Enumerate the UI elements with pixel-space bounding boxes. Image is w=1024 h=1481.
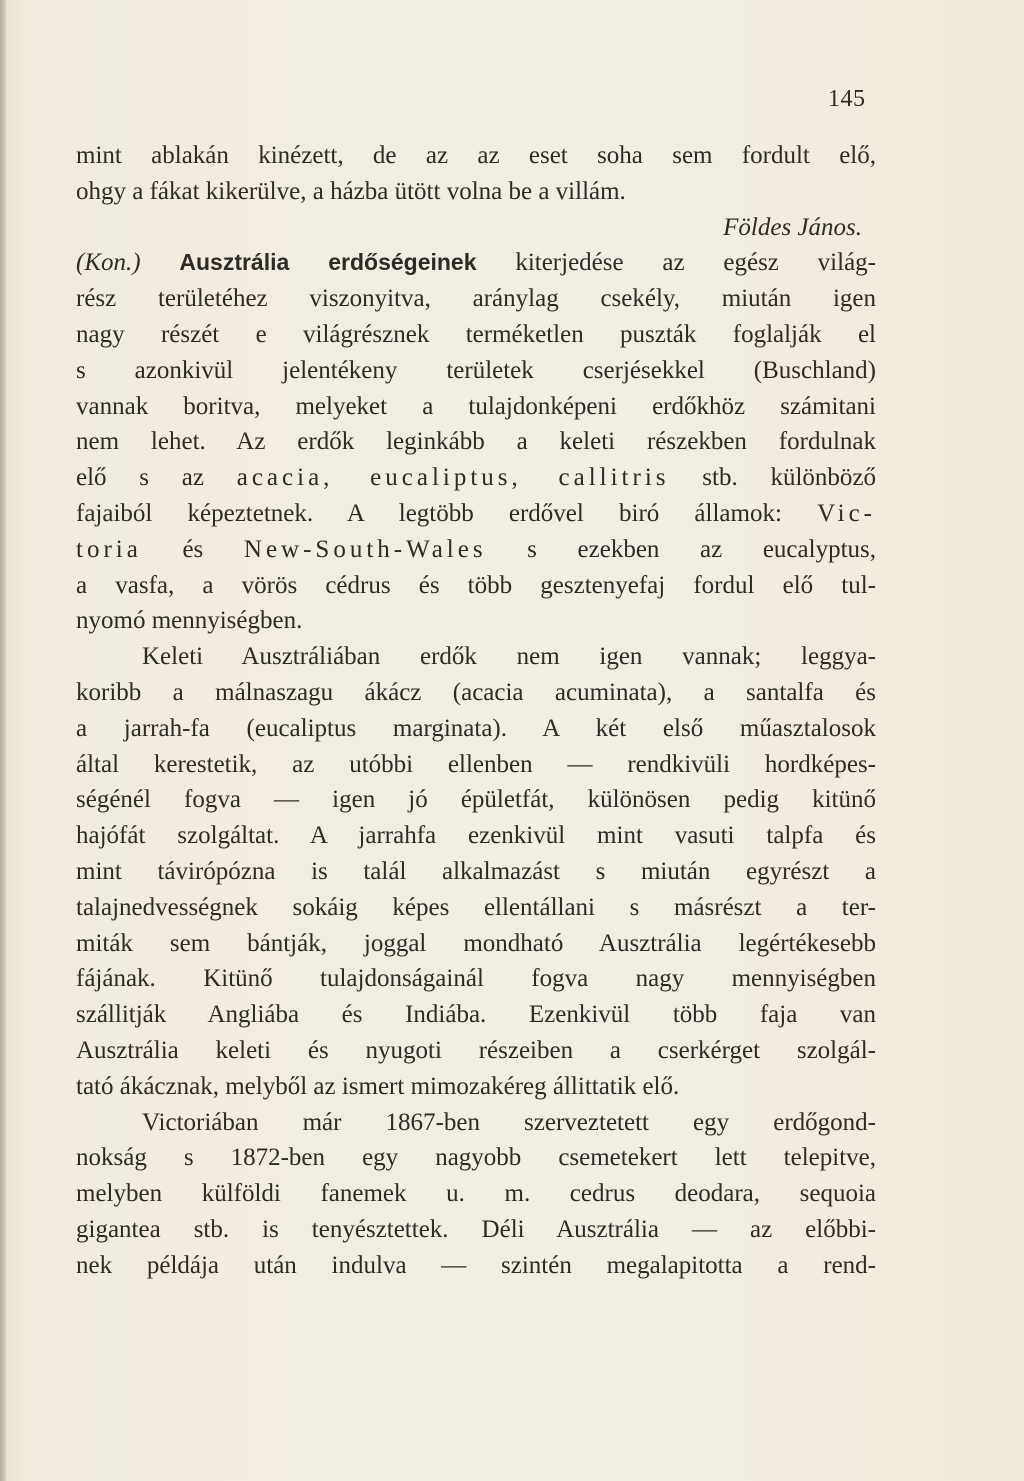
text-fragment: kiterjedése az egész világ- xyxy=(476,249,876,277)
text-line: ohgy a fákat kikerülve, a házba ütött volna be a villám. xyxy=(76,177,626,205)
text-line: nem lehet. Az erdők leginkább a keleti részekben fordulnak xyxy=(76,428,876,456)
text-line: talajnedvességnek sokáig képes ellentállani s másrészt a ter- xyxy=(76,893,876,921)
text-line: tató ákácznak, melyből az ismert mimozakéreg állittatik elő. xyxy=(76,1072,680,1100)
text-line: nyomó mennyiségben. xyxy=(76,607,303,635)
text-line: által kerestetik, az utóbbi ellenben — rendkivüli hordképes- xyxy=(76,750,876,778)
spaced-term: New-South-Wales xyxy=(243,535,487,563)
text-fragment: elő s az xyxy=(76,464,237,492)
article-headword: Ausztrália erdőségeinek xyxy=(179,249,477,276)
text-line: Ausztrália keleti és nyugoti részeiben a cserkérget szolgál- xyxy=(76,1036,876,1064)
text-line xyxy=(76,532,876,568)
text-line: melyben külföldi fanemek u. m. cedrus deodara, sequoia xyxy=(76,1180,876,1208)
text-line: a vasfa, a vörös cédrus és több gesztenyefaj fordul elő tul- xyxy=(76,571,876,599)
text-line: ségénél fogva — igen jó épületfát, különösen pedig kitünő xyxy=(76,786,876,814)
text-fragment: s ezekben az eucalyptus, xyxy=(486,535,876,563)
paragraph-first-line: Keleti Ausztráliában erdők nem igen vannak; leggya- xyxy=(142,643,876,671)
spaced-term: Vic- xyxy=(817,499,876,527)
text-line: mint ablakán kinézett, de az az eset soha sem fordult elő, xyxy=(76,142,876,169)
spaced-term: toria xyxy=(76,535,142,563)
text-line: szállitják Angliába és Indiába. Ezenkivül több faja van xyxy=(76,1001,876,1029)
text-line: hajófát szolgáltat. A jarrahfa ezenkivül mint vasuti talpfa és xyxy=(76,822,876,850)
author-signature: Földes János. xyxy=(723,213,862,241)
text-line: mint távirópózna is talál alkalmazást s miután egyrészt a xyxy=(76,857,876,885)
text-fragment: fajaiból képeztetnek. A legtöbb erdővel biró államok: xyxy=(76,499,818,527)
text-fragment: és xyxy=(141,535,244,563)
text-line: miták sem bántják, joggal mondható Ausztrália legértékesebb xyxy=(76,929,876,957)
body-text xyxy=(76,138,876,1284)
text-line: nek példája után indulva — szintén megalapitotta a rend- xyxy=(76,1251,876,1279)
text-line: fájának. Kitünő tulajdonságainál fogva nagy mennyiségben xyxy=(76,965,876,993)
text-line xyxy=(76,460,876,496)
spaced-term: acacia, eucaliptus, callitris xyxy=(236,464,670,492)
text-line: gigantea stb. is tenyésztettek. Déli Ausztrália — az előbbi- xyxy=(76,1215,876,1243)
text-line: nagy részét e világrésznek terméketlen puszták foglalják el xyxy=(76,320,876,348)
text-line: a jarrah-fa (eucaliptus marginata). A két első műasztalosok xyxy=(76,714,876,742)
text-line xyxy=(76,496,876,532)
text-line: vannak boritva, melyeket a tulajdonképeni erdőkhöz számitani xyxy=(76,392,876,420)
source-abbreviation: (Kon.) xyxy=(76,249,141,277)
text-line: nokság s 1872-ben egy nagyobb csemetekert lett telepitve, xyxy=(76,1144,876,1172)
text-line: s azonkivül jelentékeny területek cserjésekkel (Buschland) xyxy=(76,356,876,384)
page-spine-edge xyxy=(0,0,6,1481)
text-line: rész területéhez viszonyitva, aránylag csekély, miután igen xyxy=(76,285,876,313)
paragraph-first-line: Victoriában már 1867-ben szerveztetett egy erdőgond- xyxy=(142,1108,876,1136)
page-number: 145 xyxy=(828,86,866,112)
article-first-line xyxy=(76,245,876,281)
text-fragment: stb. különböző xyxy=(669,464,876,492)
text-line: koribb a málnaszagu ákácz (acacia acuminata), a santalfa és xyxy=(76,678,876,706)
